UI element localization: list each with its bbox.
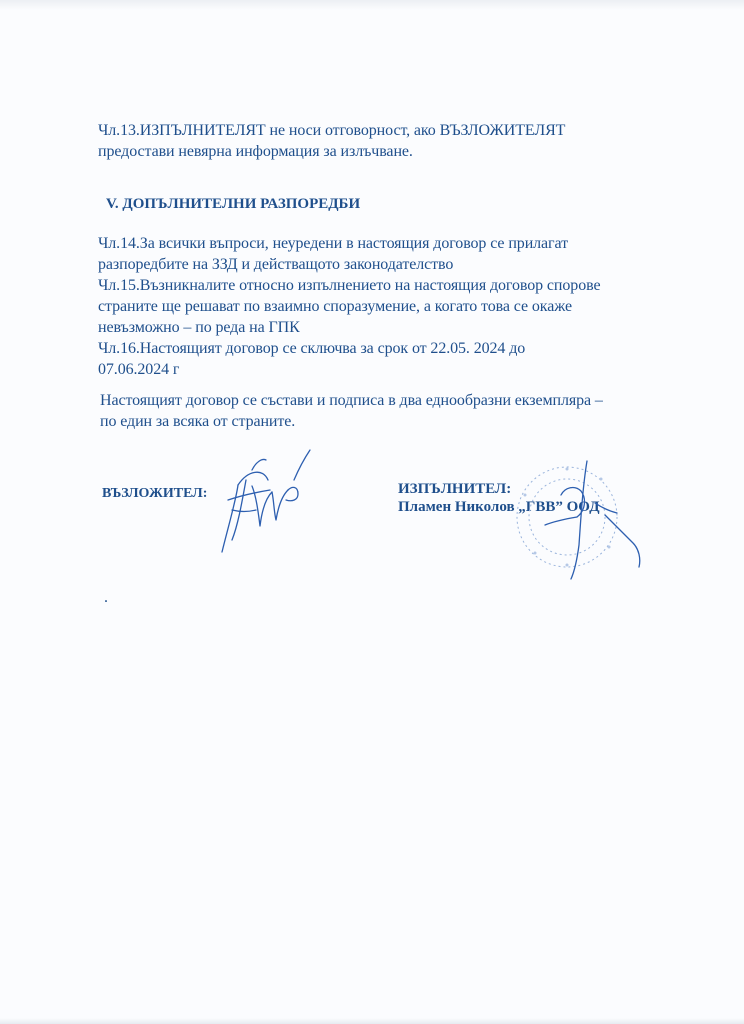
article-13-line-2: предостави невярна информация за излъчване. xyxy=(98,143,413,160)
closing-line-2: по един за всяка от страните. xyxy=(100,413,296,430)
trailing-mark: . xyxy=(104,589,108,606)
article-14-line-2: разпоредбите на ЗЗД и действащото законодателство xyxy=(98,256,454,273)
article-16 xyxy=(98,338,525,380)
closing-line-1: Настоящият договор се състави и подписа в два еднообразни екземпляра – xyxy=(100,392,603,409)
contractor-stamp-and-signature xyxy=(505,455,650,585)
article-16-line-2: 07.06.2024 г xyxy=(98,361,180,378)
article-15 xyxy=(98,275,600,338)
article-13 xyxy=(98,120,565,162)
article-13-line-1: Чл.13.ИЗПЪЛНИТЕЛЯТ не носи отговорност, ако ВЪЗЛОЖИТЕЛЯТ xyxy=(98,122,566,139)
article-16-line-1: Чл.16.Настоящият договор се сключва за срок от 22.05. 2024 до xyxy=(98,340,526,357)
contractor-signature-label: ИЗПЪЛНИТЕЛ: xyxy=(398,481,512,497)
scan-edge-top xyxy=(0,0,744,10)
article-14 xyxy=(98,233,568,275)
client-signature xyxy=(208,440,318,560)
closing-statement xyxy=(100,390,603,432)
scan-edge-bottom xyxy=(0,1018,744,1024)
client-signature-label: ВЪЗЛОЖИТЕЛ: xyxy=(102,486,208,501)
section-heading: V. ДОПЪЛНИТЕЛНИ РАЗПОРЕДБИ xyxy=(106,196,361,212)
article-15-line-3: невъзможно – по реда на ГПК xyxy=(98,319,300,336)
article-15-line-2: страните ще решават по взаимно споразумение, а когато това се окаже xyxy=(98,298,572,315)
article-14-line-1: Чл.14.За всички въпроси, неуредени в настоящия договор се прилагат xyxy=(98,235,568,252)
contractor-name: Пламен Николов „ГВВ” ООД xyxy=(398,499,600,515)
article-15-line-1: Чл.15.Възникналите относно изпълнението на настоящия договор спорове xyxy=(98,277,601,294)
